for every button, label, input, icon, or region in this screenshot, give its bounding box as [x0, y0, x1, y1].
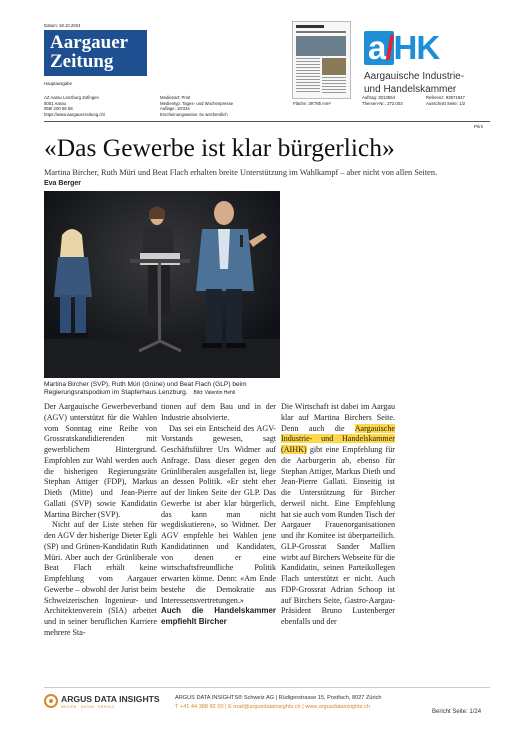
page-info: Fläche: 39'785 mm²	[293, 100, 331, 106]
paragraph: Der Aargauische Gewerbeverband (AGV) unterstützt für die Wahlen vom Sonntag eine Reihe von Grossratskandidierenden mit gewerblichem Hintergrund. Empfohlen zur Wahl werden auch die bisherigen Regierungsräte Stephan Attiger (FDP), Markus Dieth (Mitte) und Jean-Pierre Gallati (SVP) sowie Kandidatin Martina Bircher (SVP).	[44, 402, 157, 519]
media-info: Medienart: Print Medientyp: Tages- und Wochenpresse Auflage: 19'334 Erscheinungsweise: 6x wöchentlich	[160, 95, 234, 117]
photo-credit: Bild: Valentin Hehli	[193, 390, 236, 397]
paragraph: Das sei ein Entscheid des AGV-Vorstands gewesen, sagt Geschäftsführer Urs Widmer auf Anfrage. Dass dieser gegen den Grünliberalen ausgefallen ist, liege an dessen Politik. «Er steht eher auf der linken Seite der GLP. Das Gewerbe ist aber klar bürgerlich, das kann man nicht wegdiskutieren», so Widmer. Der AGV empfehle bei Wahlen jene Kandidatinnen und Kandidaten, von denen er eine wirtschaftsfreundliche Politik erwarten könne. Denn: «Am Ende bestehe die Demokratie aus Interessensvertretungen.»	[161, 423, 276, 605]
article-column-2	[161, 402, 276, 664]
newspaper-logo-line2: Zeitung	[50, 51, 114, 72]
paragraph: tionen auf dem Bau und in der Industrie absolvierte.	[161, 402, 276, 422]
article-author: Eva Berger	[44, 180, 81, 187]
article-title: «Das Gewerbe ist klar bürgerlich»	[44, 133, 395, 162]
article-subtitle: Martina Bircher, Ruth Müri und Beat Flach erhalten breite Unterstützung im Wahlkampf – aber nicht von allen Seiten.	[44, 168, 438, 177]
argus-logo: ARGUS DATA INSIGHTS MEDIEN · DATEN · ERFOLG	[44, 693, 169, 713]
paragraph: Die Wirtschaft ist dabei im Aargau klar auf Martina Birchers Seite. Denn auch die Aargauische Industrie- und Handelskammer (AIHK) gibt eine Empfehlung für die Aarburgerin ab, ebenso für Stephan Attiger, Markus Dieth und Jean-Pierre Gallati. Einseitig ist die Unterstützung für Bircher derweil nicht. Eine Empfehlung hat sie auch vom Runden Tisch der Aargauer Frauenorganisationen und ihr Komitee ist überparteilich. GLP-Grossrat Sander Mallien wirbt auf Birchers Webseite für die Kandidatin, seinen Parteikollegen Flach unterstützt er nicht. Auch FDP-Grossrat Adrian Schoop ist auf Birchers Seite, Gastro-Aargau-Präsident Bruno Lustenberger ebenfalls und der	[281, 402, 395, 626]
page-thumbnail[interactable]	[292, 21, 351, 99]
edition-label: Hauptausgabe	[44, 81, 72, 86]
report-page-number: Bericht Seite: 1/24	[432, 709, 482, 715]
article-photo	[44, 191, 280, 378]
subheading: Auch die Handelskammer empfiehlt Bircher	[161, 606, 276, 626]
footer-divider	[44, 687, 490, 688]
aihk-logo: a/HK	[364, 29, 480, 67]
publisher-address: AZ Aarau Lenzburg Zofingen 5001 Aarau 058/ 200 58 58 https://www.aargauerzeitung.ch/	[44, 95, 106, 117]
podium-scene-image	[44, 191, 280, 378]
logo-slash-icon: /	[385, 29, 394, 66]
article-column-1	[44, 402, 157, 664]
article-column-3	[281, 402, 395, 664]
header-divider	[44, 121, 490, 122]
argus-logo-icon	[44, 694, 58, 708]
aihk-name: Aargauische Industrie- und Handelskammer	[364, 71, 465, 95]
paragraph: Nicht auf der Liste stehen für den AGV der bisherige Dieter Egli (SP) und Grünen-Kandidatin Ruth Müri. Aber auch der Grünliberale Beat Flach erhält keine Empfehlung vom Aargauer Gewerbe – obwohl der Jurist beim Schweizerischen Ingenieur- und Architektenverein (SIA) arbeitet und in seiner beruflichen Karriere mehrere Sta-	[44, 520, 157, 637]
company-address: ARGUS DATA INSIGHTS® Schweiz AG | Rüdigerstrasse 15, Postfach, 8027 Zürich	[175, 695, 382, 701]
date-line: Datum: 18.10.2024	[44, 23, 81, 28]
print-label: Print	[474, 124, 483, 129]
newspaper-logo	[44, 30, 147, 76]
photo-caption: Martina Bircher (SVP), Ruth Müri (Grüne) und Beat Flach (GLP) beim Regierungsratspodium im Stapferhaus Lenzburg. Bild: Valentin Hehli	[44, 381, 247, 397]
highlighted-mention: Aargauische Industrie- und Handelskammer (AIHK)	[281, 423, 395, 454]
newspaper-logo-line1: Aargauer	[50, 32, 129, 53]
company-contact[interactable]: T +41 44 388 82 00 | E mail@argusdatainsights.ch | www.argusdatainsights.ch	[175, 704, 370, 710]
order-info: Auftrag: 3013554 Themen-Nr.: 272.003	[362, 95, 403, 106]
reference-info: Referenz: 93571847 Ausschnitt Seite: 1/2	[426, 95, 466, 106]
